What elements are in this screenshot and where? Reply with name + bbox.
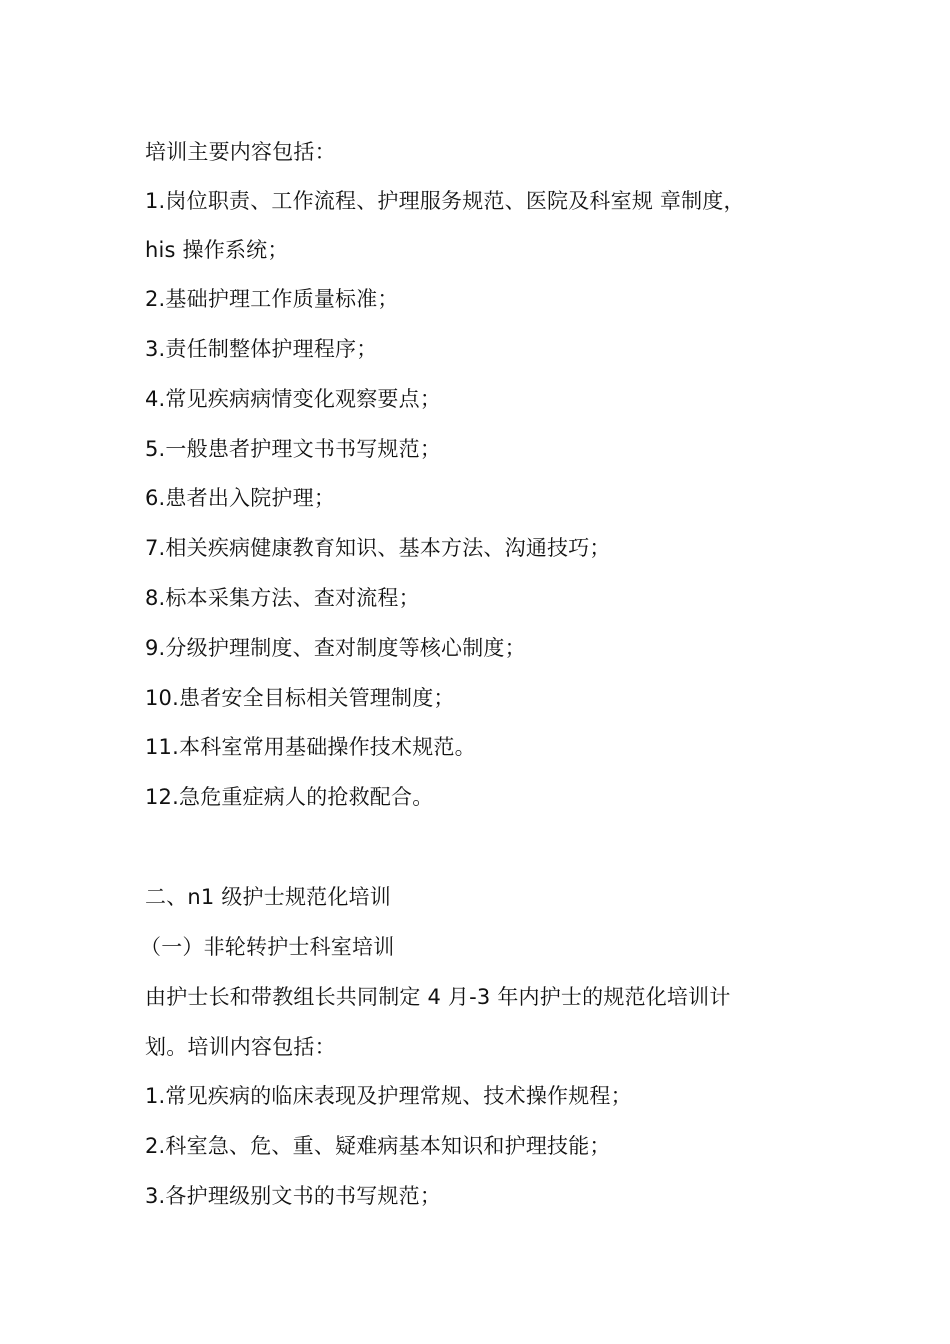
list-item: 1.岗位职责、工作流程、护理服务规范、医院及科室规 章制度， (145, 189, 745, 213)
list-item: 1.常见疾病的临床表现及护理常规、技术操作规程； (145, 1084, 632, 1108)
subsection-heading: （一）非轮转护士科室培训 (140, 935, 395, 959)
list-item: 12.急危重症病人的抢救配合。 (145, 785, 434, 809)
list-item: 3.责任制整体护理程序； (145, 337, 378, 361)
section-heading: 二、n1 级护士规范化培训 (145, 885, 391, 909)
list-item: 2.基础护理工作质量标准； (145, 287, 399, 311)
list-item: 3.各护理级别文书的书写规范； (145, 1184, 442, 1208)
list-item: 9.分级护理制度、查对制度等核心制度； (145, 636, 526, 660)
paragraph-line: 划。培训内容包括： (145, 1035, 336, 1059)
list-item: 2.科室急、危、重、疑难病基本知识和护理技能； (145, 1134, 611, 1158)
list-item: 4.常见疾病病情变化观察要点； (145, 387, 442, 411)
list-item: 10.患者安全目标相关管理制度； (145, 686, 455, 710)
list-item: his 操作系统； (145, 238, 289, 262)
list-item: 6.患者出入院护理； (145, 486, 336, 510)
list-item: 5.一般患者护理文书书写规范； (145, 437, 442, 461)
list-item: 11.本科室常用基础操作技术规范。 (145, 735, 476, 759)
list-item: 7.相关疾病健康教育知识、基本方法、沟通技巧； (145, 536, 611, 560)
paragraph-line: 由护士长和带教组长共同制定 4 月-3 年内护士的规范化培训计 (145, 985, 731, 1009)
intro-text: 培训主要内容包括： (145, 140, 336, 164)
list-item: 8.标本采集方法、查对流程； (145, 586, 420, 610)
